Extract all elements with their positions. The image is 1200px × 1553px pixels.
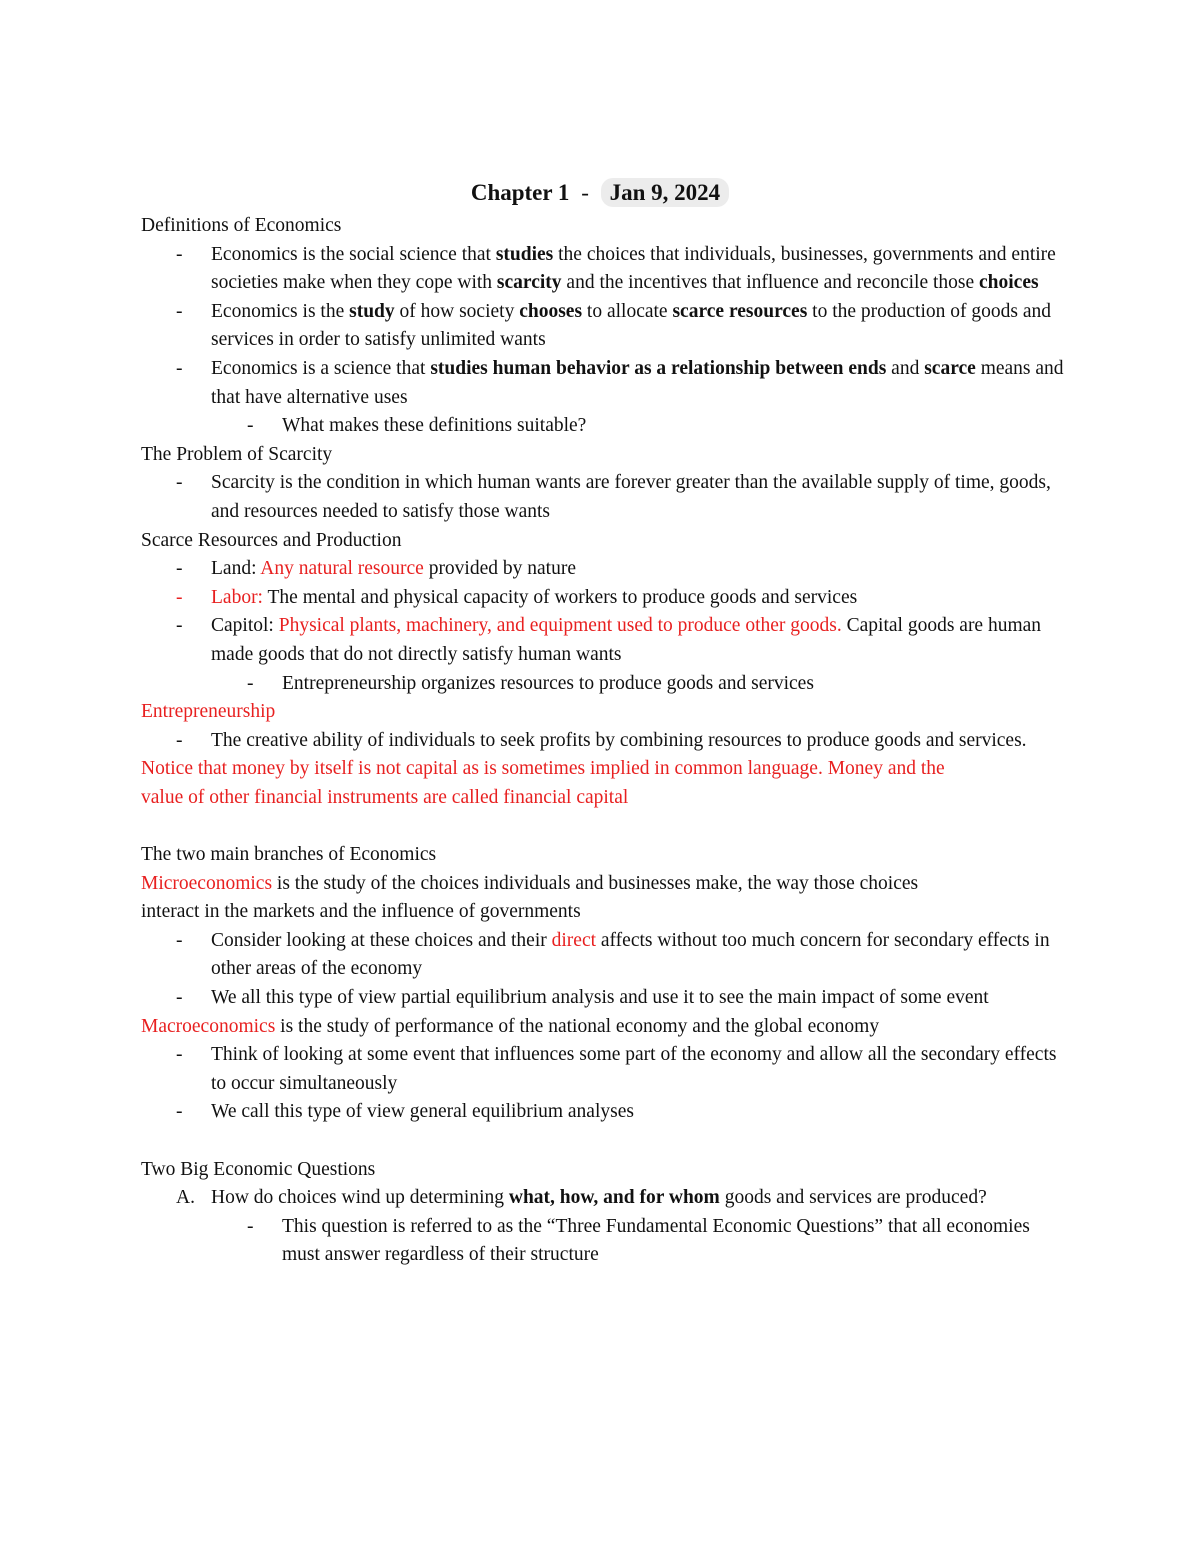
bullet-dash: - xyxy=(176,929,183,951)
list-item xyxy=(141,927,1066,984)
text-run: What makes these definitions suitable? xyxy=(282,415,587,437)
sub-list-item xyxy=(141,1213,1066,1270)
date-chip[interactable]: Jan 9, 2024 xyxy=(601,178,730,207)
text-run: Think of looking at some event that influences some part of the economy and allow all the secondary effects to occur simultaneously xyxy=(211,1044,1057,1094)
bold-run: chooses xyxy=(519,300,583,322)
text-run: Economics is the social science that xyxy=(211,243,496,265)
document-body xyxy=(141,212,1066,1270)
bullet-dash: - xyxy=(176,729,183,751)
list-item xyxy=(141,584,1066,613)
bullet-dash: - xyxy=(176,1101,183,1123)
bullet-dash: - xyxy=(247,672,254,694)
note-line: value of other financial instruments are called financial capital xyxy=(141,786,629,808)
section-heading-scarcity: The Problem of Scarcity xyxy=(141,443,333,465)
list-item xyxy=(141,1184,1066,1213)
text-run: to the production of goods and services in order to satisfy unlimited wants xyxy=(211,300,1052,351)
bold-run: choices xyxy=(979,272,1039,294)
text-run: is the study of performance of the national economy and the global economy xyxy=(275,1015,880,1037)
bullet-dash: - xyxy=(176,1044,183,1066)
red-run: Any natural resource xyxy=(260,558,424,580)
text-run: Entrepreneurship organizes resources to produce goods and services xyxy=(282,672,814,694)
blank-line xyxy=(141,1127,1066,1156)
text-run: The mental and physical capacity of workers to produce goods and services xyxy=(262,586,858,608)
paragraph-line xyxy=(141,870,1066,899)
bold-run: scarce xyxy=(924,357,976,379)
bold-run: studies xyxy=(495,243,554,265)
list-item xyxy=(141,355,1066,412)
bullet-dash: - xyxy=(176,586,183,608)
red-run: direct xyxy=(551,929,597,951)
text-run: The creative ability of individuals to seek profits by combining resources to produce goods and services. xyxy=(211,729,1027,751)
red-run: Macroeconomics xyxy=(141,1015,276,1037)
red-run: Microeconomics xyxy=(141,872,273,894)
list-letter-marker: A. xyxy=(176,1187,195,1209)
bold-run: what, how, and for whom xyxy=(508,1187,720,1209)
list-item xyxy=(141,984,1066,1013)
text-run: Economics is the xyxy=(211,300,350,322)
bold-run: scarce resources xyxy=(672,300,808,322)
text-run: of how society xyxy=(394,300,520,322)
text-run: is the study of the choices individuals and businesses make, the way those choices xyxy=(272,872,919,894)
text-run: and xyxy=(886,357,925,379)
bullet-dash: - xyxy=(176,615,183,637)
text-run: and the incentives that influence and reconcile those xyxy=(561,272,980,294)
blank-line xyxy=(141,812,1066,841)
text-run: Capital goods are human made goods that do not directly satisfy human wants xyxy=(211,615,1042,665)
bold-run: studies human behavior as a relationship between ends xyxy=(430,357,887,379)
list-item xyxy=(141,555,1066,584)
text-run: provided by nature xyxy=(423,558,576,580)
text-run: We all this type of view partial equilibrium analysis and use it to see the main impact of some event xyxy=(211,987,989,1009)
text-run: We call this type of view general equilibrium analyses xyxy=(211,1101,634,1123)
text-run: Scarcity is the condition in which human wants are forever greater than the available supply of time, goods, and resources needed to satisfy those wants xyxy=(211,472,1051,522)
sub-list-item xyxy=(141,412,1066,441)
text-run: Capitol: xyxy=(211,615,279,637)
section-heading-branches: The two main branches of Economics xyxy=(141,844,437,866)
page-title xyxy=(0,176,1200,210)
list-item xyxy=(141,469,1066,526)
note-line: Notice that money by itself is not capital as is sometimes implied in common language. Money and the xyxy=(141,758,945,780)
red-run: Physical plants, machinery, and equipment used to produce other goods. xyxy=(278,615,842,637)
bullet-dash: - xyxy=(176,558,183,580)
section-heading-resources: Scarce Resources and Production xyxy=(141,529,402,551)
paragraph-line: interact in the markets and the influence of governments xyxy=(141,901,581,923)
list-item xyxy=(141,612,1066,669)
text-run: the choices that individuals, businesses, governments and entire societies make when they cope with xyxy=(211,243,1056,294)
text-run: Economics is a science that xyxy=(211,357,431,379)
text-run: How do choices wind up determining xyxy=(211,1187,509,1209)
bullet-dash: - xyxy=(176,243,183,265)
section-heading-definitions: Definitions of Economics xyxy=(141,215,342,236)
list-item xyxy=(141,1098,1066,1127)
list-item xyxy=(141,1041,1066,1098)
list-item xyxy=(141,241,1066,298)
text-run: Consider looking at these choices and their xyxy=(211,929,552,951)
list-item xyxy=(141,727,1066,756)
chapter-title: Chapter 1 xyxy=(470,180,570,205)
text-run: means and that have alternative uses xyxy=(211,357,1064,408)
paragraph-line xyxy=(141,1013,1066,1042)
text-run: goods and services are produced? xyxy=(719,1187,987,1209)
text-run: to allocate xyxy=(582,300,673,322)
bullet-dash: - xyxy=(247,415,254,437)
bold-run: scarcity xyxy=(496,272,562,294)
title-dash: - xyxy=(581,180,589,205)
sub-list-item xyxy=(141,670,1066,699)
section-heading-questions: Two Big Economic Questions xyxy=(141,1158,376,1180)
bullet-dash: - xyxy=(176,472,183,494)
text-run: This question is referred to as the “Three Fundamental Economic Questions” that all economies must answer regardless of their structure xyxy=(282,1215,1030,1266)
bullet-dash: - xyxy=(176,357,183,379)
bullet-dash: - xyxy=(176,987,183,1009)
bold-run: study xyxy=(349,300,395,322)
red-run: Labor: xyxy=(211,586,263,608)
bullet-dash: - xyxy=(247,1215,254,1237)
bullet-dash: - xyxy=(176,300,183,322)
text-run: affects without too much concern for secondary effects in other areas of the economy xyxy=(211,929,1050,980)
section-heading-entrepreneurship: Entrepreneurship xyxy=(141,701,276,723)
list-item xyxy=(141,298,1066,355)
text-run: Land: xyxy=(211,558,261,580)
